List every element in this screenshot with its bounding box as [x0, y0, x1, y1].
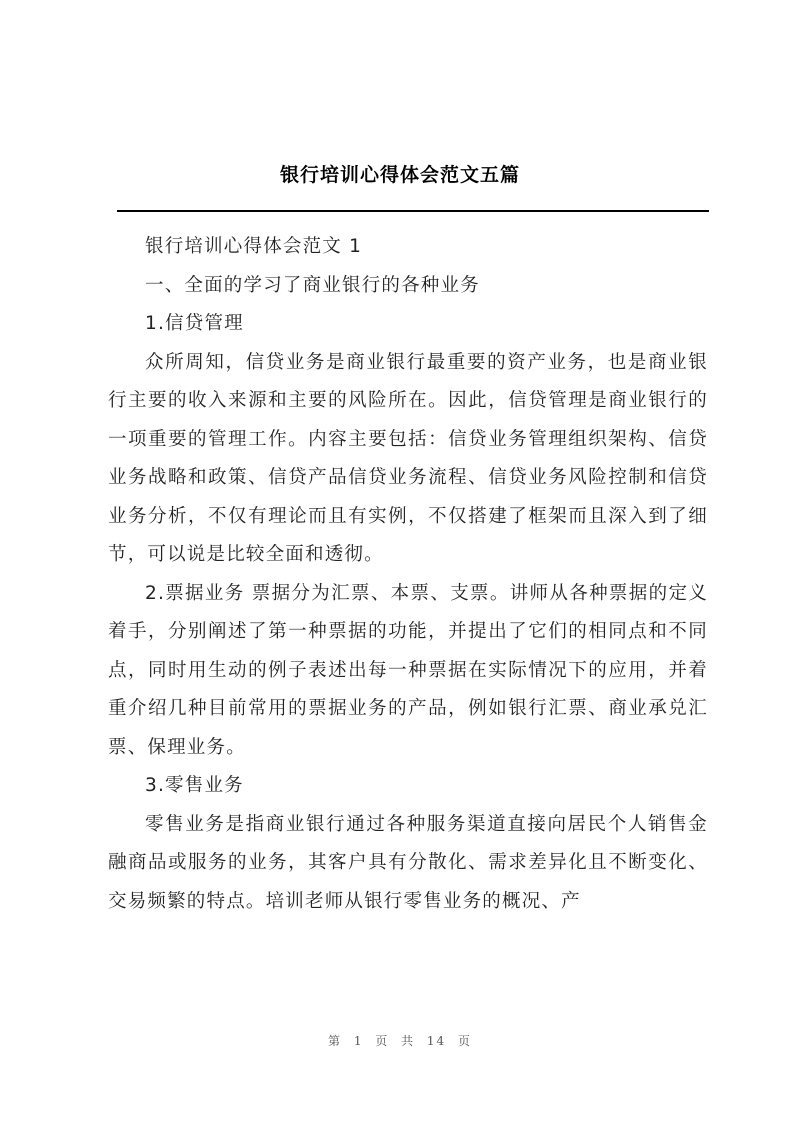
subsection-heading: 一、全面的学习了商业银行的各种业务	[145, 274, 480, 296]
title-divider	[117, 210, 709, 212]
paragraph-retail: 零售业务是指商业银行通过各种服务渠道直接向居民个人销售金融商品或服务的业务，其客户具有分散化、需求差异化且不断变化、交易频繁的特点。培训老师从银行零售业务的概况、产	[108, 813, 708, 912]
paragraph-credit: 众所周知，信贷业务是商业银行最重要的资产业务，也是商业银行主要的收入来源和主要的风险所在。因此，信贷管理是商业银行的一项重要的管理工作。内容主要包括：信贷业务管理组织架构、信贷业务战略和政策、信贷产品信贷业务流程、信贷业务风险控制和信贷业务分析，不仅有理论而且有实例，不仅搭建了框架而且深入到了细节，可以说是比较全面和透彻。	[108, 351, 708, 565]
document-title: 银行培训心得体会范文五篇	[279, 164, 520, 186]
item-heading-credit: 1.信贷管理	[145, 313, 244, 334]
section-heading: 银行培训心得体会范文 1	[145, 236, 363, 257]
item-heading-retail: 3.零售业务	[145, 775, 244, 796]
document-body	[108, 228, 708, 921]
page-number: 第 1 页 共 14 页	[328, 1034, 472, 1048]
paragraph-bills: 2.票据业务 票据分为汇票、本票、支票。讲师从各种票据的定义着手，分别阐述了第一种票据的功能，并提出了它们的相同点和不同点，同时用生动的例子表述出每一种票据在实际情况下的应用，并着重介绍几种目前常用的票据业务的产品，例如银行汇票、商业承兑汇票、保理业务。	[108, 582, 708, 758]
